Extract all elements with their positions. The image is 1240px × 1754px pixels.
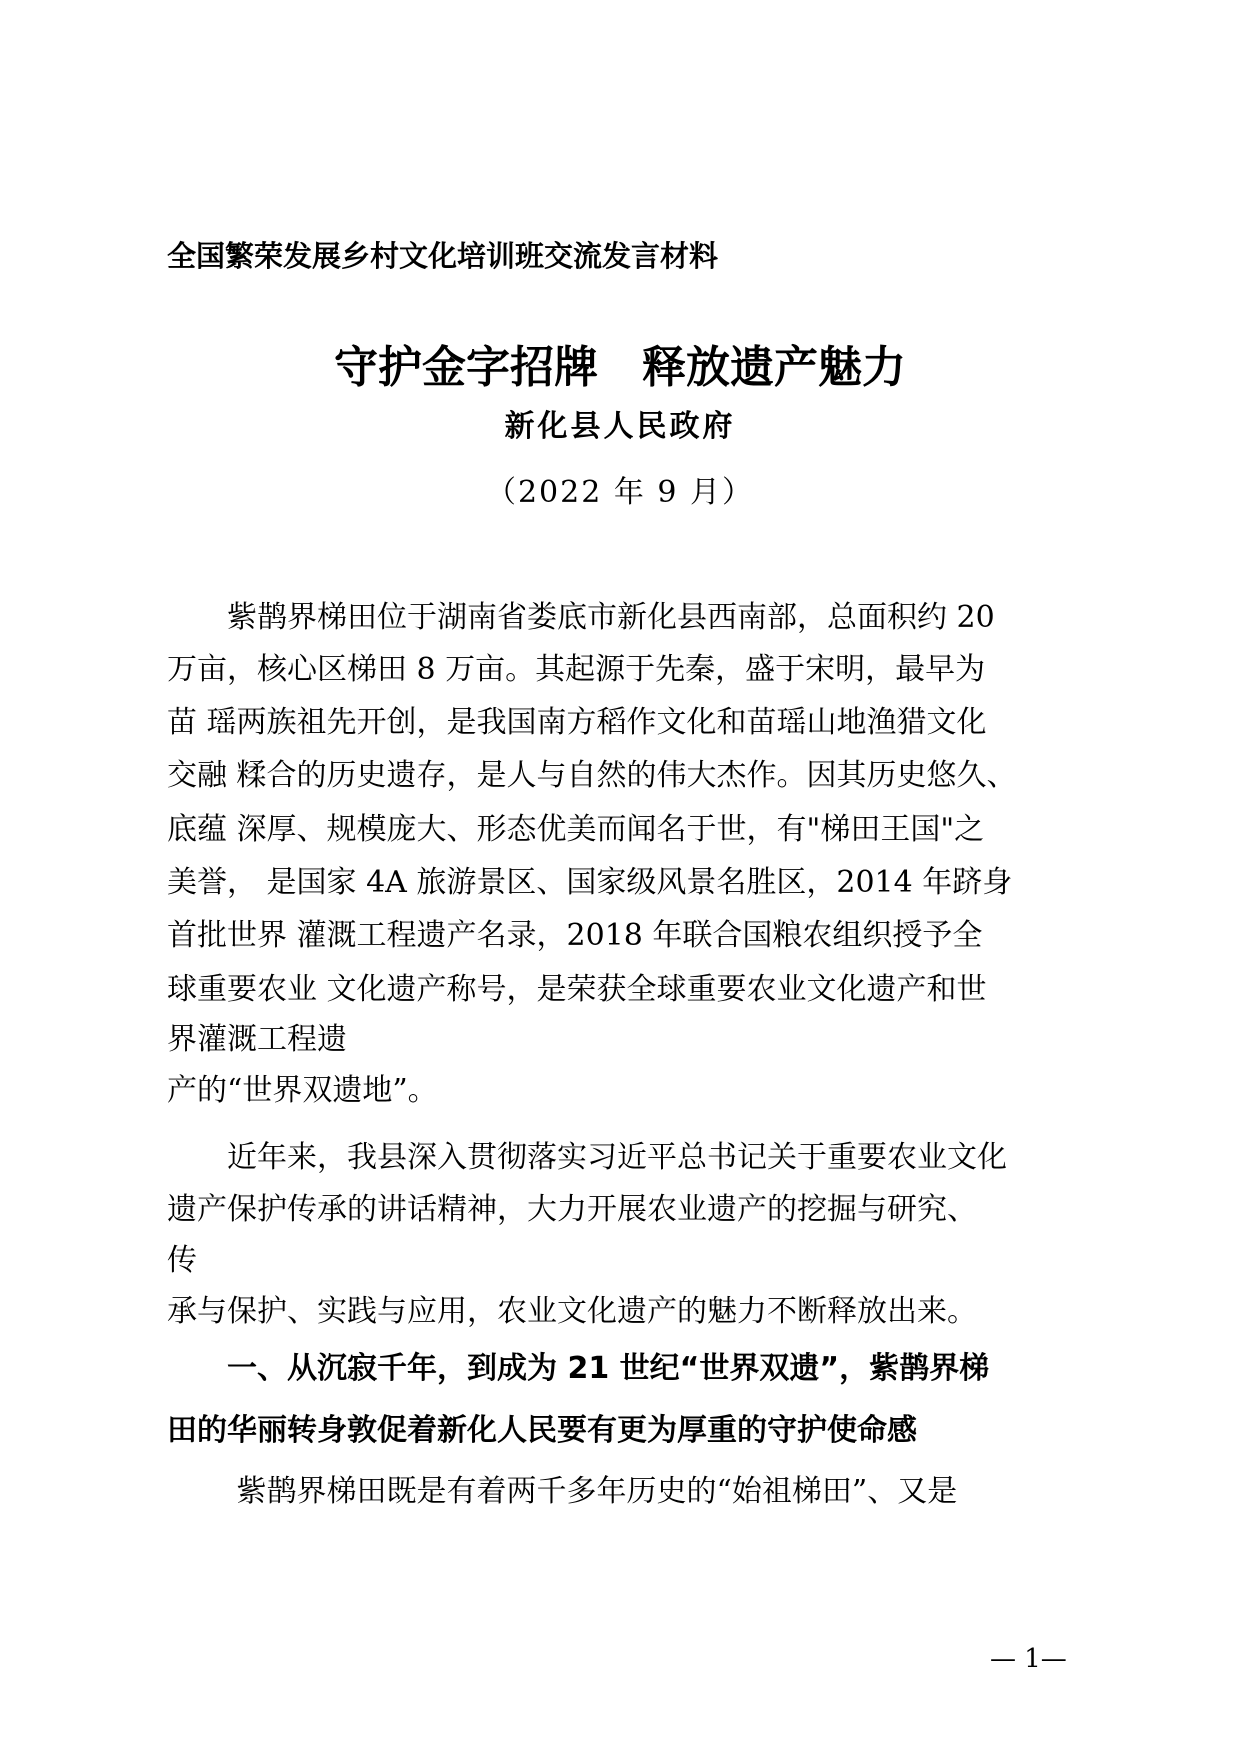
- section-1-heading-line: 田的华丽转身敦促着新化人民要有更为厚重的守护使命感: [167, 1413, 917, 1448]
- paragraph-2-line: 传: [167, 1243, 197, 1278]
- page-number: — 1—: [990, 1644, 1067, 1674]
- paragraph-1-line: 交融 糅合的历史遗存，是人与自然的伟大杰作。因其历史悠久、: [167, 758, 1017, 793]
- paragraph-3-line: 紫鹊界梯田既是有着两千多年历史的“始祖梯田”、又是: [167, 1474, 958, 1509]
- document-title: 守护金字招牌 释放遗产魅力: [334, 342, 906, 393]
- paragraph-2-line: 遗产保护传承的讲话精神，大力开展农业遗产的挖掘与研究、: [167, 1192, 977, 1227]
- document-issuer: 新化县人民政府: [504, 409, 736, 444]
- paragraph-1-line: 球重要农业 文化遗产称号，是荣获全球重要农业文化遗产和世: [167, 972, 987, 1007]
- paragraph-1-line: 万亩，核心区梯田 8 万亩。其起源于先秦，盛于宋明，最早为: [167, 652, 986, 687]
- paragraph-2-line: 近年来，我县深入贯彻落实习近平总书记关于重要农业文化: [167, 1140, 1007, 1175]
- paragraph-1-line: 美誉， 是国家 4A 旅游景区、国家级风景名胜区，2014 年跻身: [167, 865, 1013, 900]
- paragraph-1-line: 界灌溉工程遗: [167, 1022, 347, 1057]
- paragraph-2-line: 承与保护、实践与应用，农业文化遗产的魅力不断释放出来。: [167, 1294, 977, 1329]
- paragraph-1-line: 产的“世界双遗地”。: [167, 1073, 438, 1108]
- document-date: （2022 年 9 月）: [485, 475, 755, 510]
- paragraph-1-line: 底蕴 深厚、规模庞大、形态优美而闻名于世，有"梯田王国"之: [167, 812, 985, 847]
- document-category-label: 全国繁荣发展乡村文化培训班交流发言材料: [167, 239, 719, 273]
- paragraph-1-line: 苗 瑶两族祖先开创，是我国南方稻作文化和苗瑶山地渔猎文化: [167, 705, 987, 740]
- paragraph-1-line: 紫鹊界梯田位于湖南省娄底市新化县西南部，总面积约 20: [167, 600, 995, 635]
- paragraph-1-line: 首批世界 灌溉工程遗产名录，2018 年联合国粮农组织授予全: [167, 918, 983, 953]
- section-1-heading-line: 一、从沉寂千年，到成为 21 世纪“世界双遗”，紫鹊界梯: [167, 1351, 990, 1386]
